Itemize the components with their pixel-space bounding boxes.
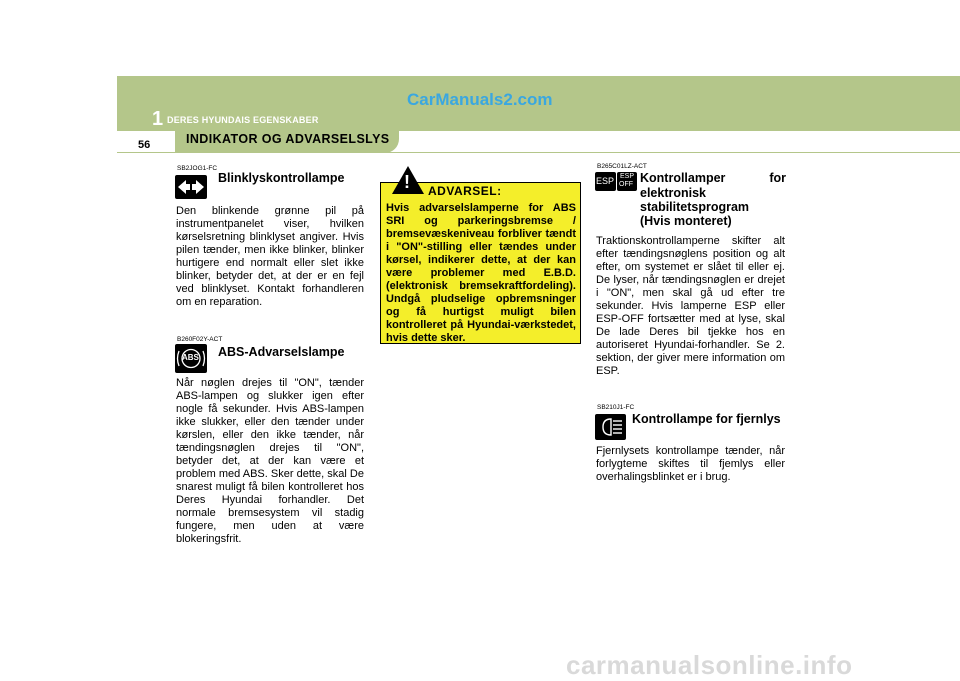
esp-off-icon (617, 172, 637, 191)
esp-off-line2: OFF (619, 181, 633, 188)
blink-heading: Blinklyskontrollampe (218, 171, 345, 185)
esp-icon-label: ESP (596, 176, 615, 186)
esp-code: B265C01LZ-ACT (597, 163, 647, 170)
high-beam-icon (595, 414, 626, 440)
highbeam-code: SB210J1-FC (597, 404, 635, 411)
esp-heading-line4: (Hvis monteret) (640, 214, 732, 228)
warning-triangle-icon (391, 165, 425, 200)
abs-body: Når nøglen drejes til "ON", tænder ABS-lampen og slukker igen efter nogle få sekunder. Hvis ABS-lampen ikke slukker, eller den tænder under kørslen, eller den ikke tænder, når tændingsnøglen drejes til "ON", betyder det, at der kan være et problem med ABS. Sker dette, skal De snarest muligt få bilen kontrolleret hos Deres Hyundai forhandler. Det normale bremsesystem vil stadig fungere, men uden at være blokeringsfrit. (176, 377, 364, 545)
highbeam-heading: Kontrollampe for fjernlys (632, 412, 781, 426)
watermark-bottom: carmanualsonline.info (566, 650, 853, 680)
page-number: 56 (138, 139, 151, 151)
abs-code: B260F02Y-ACT (177, 336, 223, 343)
highbeam-body: Fjernlysets kontrollampe tænder, når forlygteme skiftes til fjemlys eller overhalingsblinket er i brug. (596, 445, 785, 483)
esp-off-line1: ESP (620, 173, 635, 180)
warning-body: Hvis advarselslamperne for ABS SRI og parkeringsbremse / bremsevæskeniveau forbliver tændt i "ON"-stilling eller tændes under kørsel, indikerer dette, at der kan være problemer med E.B.D. (elektronisk bremsekraftfordeling). Undgå pludselige opbremsninger og få hurtigst muligt bilen kontrolleret på Hyundai-værkstedet, hvis dette sker. (386, 202, 576, 344)
warning-symbol: ! (404, 172, 410, 192)
chapter-number: 1 (152, 108, 164, 130)
blink-code: SB2JOG1-FC (177, 165, 218, 172)
esp-heading-line3: stabilitetsprogram (640, 200, 750, 214)
esp-heading-line2: elektronisk (640, 186, 707, 200)
warning-title: ADVARSEL: (428, 184, 502, 198)
chapter-title: DERES HYUNDAIS EGENSKABER (167, 115, 319, 125)
header-rule (117, 152, 960, 153)
blink-body: Den blinkende grønne pil på instrumentpanelet viser, hvilken kørselsretning blinklyset angiver. Hvis pilen tænder, men ikke blinker, blinker hurtigere end normalt eller slet ikke blinker, betyder det, at der er en fejl ved blinklyset. Kontakt forhandleren om en reparation. (176, 205, 364, 308)
abs-heading: ABS-Advarselslampe (218, 345, 345, 359)
esp-heading-line1: Kontrollamper for (640, 171, 786, 185)
abs-icon-label: ABS (182, 353, 199, 362)
section-tab-label: INDIKATOR OG ADVARSELSLYS (186, 132, 390, 146)
esp-body: Traktionskontrollamperne skifter alt efter tændingsnøglens position og alt efter, om systemet er slået til eller ej. De lyser, når tændingsnøglen er drejet i "ON", men skal gå ud efter tre sekunder. Hvis lamperne ESP eller ESP-OFF fortsætter med at lyse, skal De lade Deres bil tjekke hos en autoriseret Hyundai-forhandler. Se 2. sektion, der giver mere information om ESP. (596, 235, 785, 377)
turn-signal-icon (175, 175, 207, 199)
esp-icon (595, 172, 616, 191)
abs-icon (175, 344, 207, 373)
watermark-top[interactable]: CarManuals2.com (407, 90, 553, 109)
